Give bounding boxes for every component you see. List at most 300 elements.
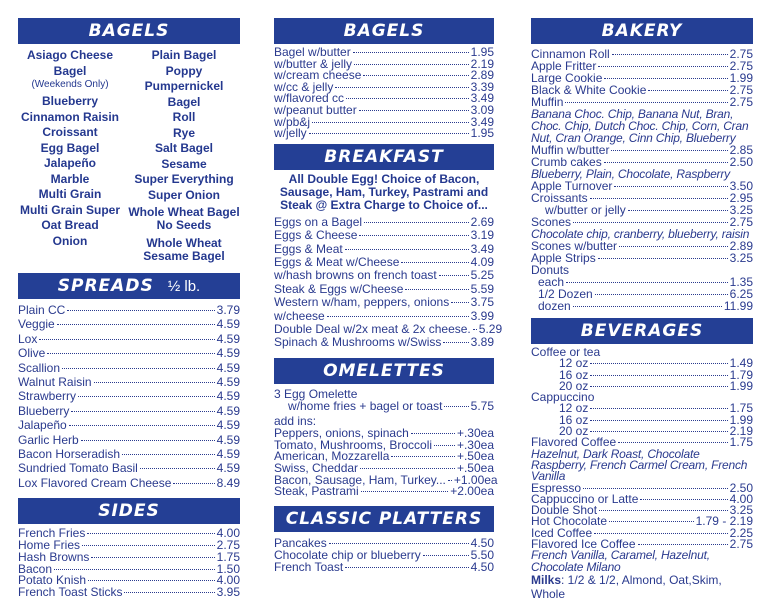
dot-leader [590,408,727,409]
bagel-types-section [18,18,240,265]
item-price: 4.50 [470,560,494,575]
bagel-type: Jalapeño [43,156,97,170]
breakfast-section [274,144,503,350]
bagel-type: Cinnamon Raisin [20,109,119,124]
dot-leader [345,249,469,250]
bagel-type: Super Everything [134,172,234,186]
breakfast-list [274,214,503,350]
item-name: Western w/ham, peppers, onions [274,295,450,310]
menu-item [274,114,494,129]
item-name: w/home fries + bagel or toast [288,398,443,413]
item-price: 5.25 [470,268,494,283]
section-header-spreads [18,273,240,299]
dot-leader [609,521,694,522]
item-price: 1.49 [729,356,753,371]
item-name: 20 oz [559,378,589,393]
section-header-bagel-types: BAGELS [18,18,240,44]
item-price: 1.99 [729,412,753,427]
dot-leader [39,339,214,340]
item-name: French Toast Sticks [18,585,123,600]
item-price: 2.75 [729,95,753,109]
menu-note: Blueberry, Plain, Chocolate, Raspberry [531,167,730,181]
dot-leader [599,510,728,511]
item-price: 4.59 [216,418,240,433]
item-name: Jalapeño [18,418,67,433]
dot-leader [604,162,728,163]
item-name: Veggie [18,317,55,332]
menu-subheading: Donuts [531,263,570,277]
item-name: Iced Coffee [531,525,593,540]
item-price: 3.49 [470,114,494,129]
bakery-list [531,48,753,312]
item-price: 2.95 [729,191,753,205]
item-name: Cappuccino or Latte [531,491,639,506]
bagels-section [274,18,494,140]
item-name: Spinach & Mushrooms w/Swiss [274,335,442,350]
dot-leader [573,306,722,307]
item-name: Eggs & Cheese [274,228,358,243]
menu-subheading: add ins: [274,414,317,429]
dot-leader [640,499,727,500]
section-header-breakfast: BREAKFAST [274,144,494,170]
bagel-type: Multi Grain [38,187,102,201]
item-name: Scones [531,215,572,229]
section-header-platters: CLASSIC PLATTERS [274,506,494,532]
item-price: 3.95 [216,585,240,600]
bagel-type: Roll [172,110,196,124]
item-price: 6.25 [729,287,753,301]
item-price: +.50ea [456,461,494,476]
item-price: 4.09 [470,254,494,269]
item-name: Bacon, Sausage, Ham, Turkey... [274,472,446,487]
item-name: Flavored Ice Coffee [531,537,636,552]
item-price: 3.25 [729,203,753,217]
item-name: Scones w/butter [531,239,618,253]
dot-leader [590,198,728,199]
item-price: 4.59 [216,317,240,332]
item-name: Bagel w/butter [274,45,351,59]
bagel-types-left [18,48,122,265]
item-name: Steak & Eggs w/Cheese [274,281,404,296]
bagel-type: Blueberry [41,94,99,108]
item-name: Chocolate chip or blueberry [274,548,421,563]
item-price: 1.99 [729,71,753,85]
dot-leader [364,222,469,223]
item-name: Home Fries [18,538,81,553]
dot-leader [411,433,455,434]
item-name: w/flavored cc [274,91,345,106]
dot-leader [594,533,727,534]
menu-item [18,332,240,346]
bagel-type: Pumpernickel Bagel [144,79,224,109]
item-name: Pancakes [274,536,327,551]
item-price: 4.50 [470,536,494,551]
item-price: 4.59 [216,375,240,390]
item-name: Large Cookie [531,71,603,85]
menu-item [274,296,494,309]
item-price: 4.59 [216,389,240,404]
dot-leader [451,302,468,303]
item-name: Plain CC [18,303,66,317]
item-name: w/peanut butter [274,102,357,117]
menu-note: Chocolate chip, cranberry, blueberry, raisin [531,227,750,241]
item-name: Espresso [531,480,582,495]
item-price: 5.29 [478,322,503,336]
spreads-list [18,303,240,490]
bagel-types-right [128,48,240,265]
menu-item [274,398,494,413]
item-name: w/butter or jelly [545,203,626,217]
dot-leader [94,382,215,383]
item-price: 11.99 [723,299,753,313]
item-price: 3.19 [470,228,494,243]
menu-item [18,461,240,475]
dot-leader [312,122,469,123]
dot-leader [57,324,215,325]
item-price: 3.50 [729,179,753,193]
item-name: Olive [18,346,46,361]
platters-section [274,506,494,573]
dot-leader [54,569,215,570]
item-name: Muffin w/butter [531,143,610,157]
item-price: +.30ea [456,425,494,440]
menu-item [531,84,753,96]
item-price: +.30ea [456,437,494,452]
item-price: 3.89 [470,335,494,350]
item-name: w/cream cheese [274,68,362,83]
item-name: Swiss, Cheddar [274,461,359,476]
dot-leader [590,431,727,432]
item-name: American, Mozzarella [274,449,390,464]
item-price: 2.25 [729,525,753,540]
dot-leader [359,235,468,236]
section-header-omelettes: OMELETTES [274,358,494,384]
menu-subheading: Cappuccino [531,390,595,405]
dot-leader [443,342,468,343]
beverages-list [531,347,753,573]
item-price: 2.75 [729,47,753,61]
dot-leader [359,110,469,111]
item-name: w/cheese [274,308,325,323]
menu-item [18,303,240,317]
item-name: Black & White Cookie [531,83,647,97]
item-price: 1.35 [729,275,753,289]
dot-leader [423,555,469,556]
dot-leader [353,52,469,53]
menu-item [18,476,240,490]
milks-line [531,573,753,601]
item-name: Eggs on a Bagel [274,214,363,229]
bagel-type: Egg Bagel [40,140,100,155]
item-price: 2.75 [729,215,753,229]
item-price: 4.00 [216,573,240,588]
dot-leader [444,406,468,407]
item-price: 5.75 [470,398,494,413]
item-name: Bacon Horseradish [18,447,121,462]
item-price: 1.79 [729,367,753,382]
menu-item [274,283,494,296]
dot-leader [401,262,468,263]
item-price: 4.59 [216,346,240,361]
dot-leader [329,543,469,544]
dot-leader [67,310,214,311]
item-price: +2.00ea [450,484,494,499]
menu-item [18,361,240,375]
bagel-type: Asiago Cheese [26,48,114,62]
menu-item [274,128,494,140]
dot-leader [638,544,728,545]
bagel-type: (Weekends Only) [31,79,109,90]
item-price: 5.50 [470,548,494,563]
dot-leader [360,468,455,469]
item-price: 3.79 [216,303,240,317]
dot-leader [611,150,727,151]
item-name: 12 oz [559,356,589,371]
bagel-type: Croissant [42,125,98,139]
menu-item [274,243,494,256]
section-header-beverages: BEVERAGES [531,318,753,344]
omelettes-list [274,386,498,499]
middle-column [274,18,503,575]
item-price: 2.85 [729,143,753,157]
item-name: Cinnamon Roll [531,47,610,61]
item-name: each [538,275,565,289]
item-name: Lox Flavored Cream Cheese [18,475,172,490]
dot-leader [82,545,215,546]
bagel-type: Multi Grain Super [19,202,120,217]
menu-item [274,336,494,349]
sides-section [18,498,240,599]
bagel-types-lists [18,48,240,265]
bagel-type: Whole Wheat Bagel No Seeds [128,205,240,232]
dot-leader [346,98,469,99]
item-name: Peppers, onions, spinach [274,425,409,440]
item-name: w/pb&j [274,114,311,129]
dot-leader [91,557,214,558]
item-price: 2.75 [216,538,240,553]
menu-note: Hazelnut, Dark Roast, Chocolate Raspberry, French Carmel Cream, French Vanilla [531,446,748,484]
dot-leader [391,456,455,457]
dot-leader [595,294,728,295]
item-price: 2.75 [729,537,753,552]
bagel-type: Bagel [53,63,87,78]
item-name: w/jelly [274,126,307,141]
item-price: 5.59 [470,281,494,296]
left-column [18,18,240,599]
menu-item [531,300,753,312]
dot-leader [618,442,727,443]
item-name: w/butter & jelly [274,56,353,71]
item-price: 1.75 [216,549,240,564]
dot-leader [604,78,727,79]
menu-note: French Vanilla, Caramel, Hazelnut, Chocolate Milano [531,548,710,574]
dot-leader [140,468,215,469]
dot-leader [590,386,727,387]
item-name: 16 oz [559,367,589,382]
item-price: 1.75 [729,401,753,416]
dot-leader [583,488,728,489]
item-name: Garlic Herb [18,432,79,447]
item-price: 2.75 [729,83,753,97]
item-price: 4.59 [216,432,240,447]
item-name: Lox [18,331,38,346]
menu-item [18,317,240,331]
item-price: 2.89 [729,239,753,253]
dot-leader [173,483,214,484]
menu-item [274,322,503,336]
item-name: Hot Chocolate [531,514,608,529]
item-name: Croissants [531,191,588,205]
item-price: 3.09 [470,102,494,117]
item-name: Hash Browns [18,549,90,564]
dot-leader [590,363,727,364]
menu-item [18,433,240,447]
item-name: Crumb cakes [531,155,602,169]
platters-list [274,537,494,573]
item-price: 4.59 [216,360,240,375]
item-price: +1.00ea [453,472,498,487]
beverages-section [531,318,753,601]
item-name: Strawberry [18,389,77,404]
menu-item [18,587,240,599]
item-name: Flavored Coffee [531,435,617,450]
item-name: French Toast [274,560,344,575]
bagels-list [274,47,494,140]
bagel-type: Super Onion [148,187,220,202]
item-price: 3.25 [729,251,753,265]
item-name: w/cc & jelly [274,79,334,94]
bagel-type: Marble [50,171,90,186]
section-header-bakery: BAKERY [531,18,753,44]
item-price: 3.99 [470,308,494,323]
item-price: 1.75 [729,435,753,450]
bagel-type: Sesame [161,156,207,171]
dot-leader [612,54,728,55]
item-price: +.50ea [456,449,494,464]
menu-item [18,418,240,432]
bagel-type: Poppy [165,63,203,78]
spreads-unit: ½ lb. [167,277,201,295]
dot-leader [590,420,727,421]
dot-leader [598,258,728,259]
item-price: 3.49 [470,241,494,256]
menu-item [18,389,240,403]
bagel-type: Salt Bagel [154,141,214,155]
dot-leader [354,64,469,65]
milks-options: : 1/2 & 1/2, Almond, Oat,Skim, Whole [531,572,722,601]
item-price: 4.59 [216,461,240,476]
dot-leader [434,445,455,446]
menu-item [274,310,494,323]
menu-item [18,404,240,418]
item-price: 3.25 [729,503,753,518]
spreads-section [18,273,240,490]
bagel-type: Plain Bagel [151,48,217,62]
menu-item [274,216,494,229]
item-name: Eggs & Meat w/Cheese [274,254,400,269]
menu-item [18,375,240,389]
dot-leader [598,66,727,67]
section-header-bagels: BAGELS [274,18,494,44]
item-name: 1/2 Dozen [538,287,593,301]
dot-leader [439,275,469,276]
item-name: Tomato, Mushrooms, Broccoli [274,437,433,452]
item-name: Muffin [531,95,564,109]
item-name: 20 oz [559,424,589,439]
item-name: w/hash browns on french toast [274,268,437,283]
dot-leader [78,396,215,397]
menu-subheading: 3 Egg Omelette [274,386,358,401]
dot-leader [648,90,727,91]
dot-leader [71,411,214,412]
item-price: 2.69 [470,214,494,229]
dot-leader [88,580,215,581]
item-price: 4.59 [216,331,240,346]
item-price: 1.50 [216,561,240,576]
item-name: Eggs & Meat [274,241,343,256]
item-name: Scallion [18,360,61,375]
item-name: 12 oz [559,401,589,416]
bakery-section [531,18,753,312]
omelettes-section [274,358,498,499]
menu-item [274,229,494,242]
dot-leader [573,222,728,223]
item-price: 3.49 [470,91,494,106]
item-name: Double Shot [531,503,598,518]
item-price: 2.19 [470,56,494,71]
bagel-type: Rye [172,125,195,140]
dot-leader [628,210,728,211]
right-column [531,18,753,601]
dot-leader [361,491,449,492]
item-price: 1.99 [729,378,753,393]
dot-leader [327,316,469,317]
dot-leader [309,133,469,134]
dot-leader [81,440,215,441]
dot-leader [448,480,452,481]
menu-item [274,269,494,282]
item-name: Walnut Raisin [18,375,92,390]
item-name: Apple Strips [531,251,596,265]
section-header-sides: SIDES [18,498,240,524]
menu-item [18,346,240,360]
item-price: 1.95 [470,126,494,141]
dot-leader [122,454,215,455]
bagel-type: Onion [52,233,88,248]
spreads-title: SPREADS [57,276,154,296]
item-name: Apple Turnover [531,179,613,193]
dot-leader [405,289,468,290]
milks-label: Milks [531,572,562,587]
item-name: Bacon [18,561,53,576]
menu-item [18,447,240,461]
dot-leader [335,87,468,88]
item-price: 4.59 [216,403,240,418]
dot-leader [47,353,214,354]
item-name: French Fries [18,526,86,541]
menu-item [274,561,494,573]
item-price: 1.95 [470,45,494,59]
item-price: 4.00 [216,526,240,541]
item-price: 3.39 [470,79,494,94]
dot-leader [473,329,477,330]
item-name: Double Deal w/2x meat & 2x cheese. [274,322,471,336]
item-price: 2.75 [729,59,753,73]
dot-leader [345,567,468,568]
item-price: 2.50 [729,480,753,495]
breakfast-note: All Double Egg! Choice of Bacon, Sausage, Ham, Turkey, Pastrami and Steak @ Extra Charge to Choice of... [279,171,489,212]
menu-subheading: Coffee or tea [531,345,601,359]
